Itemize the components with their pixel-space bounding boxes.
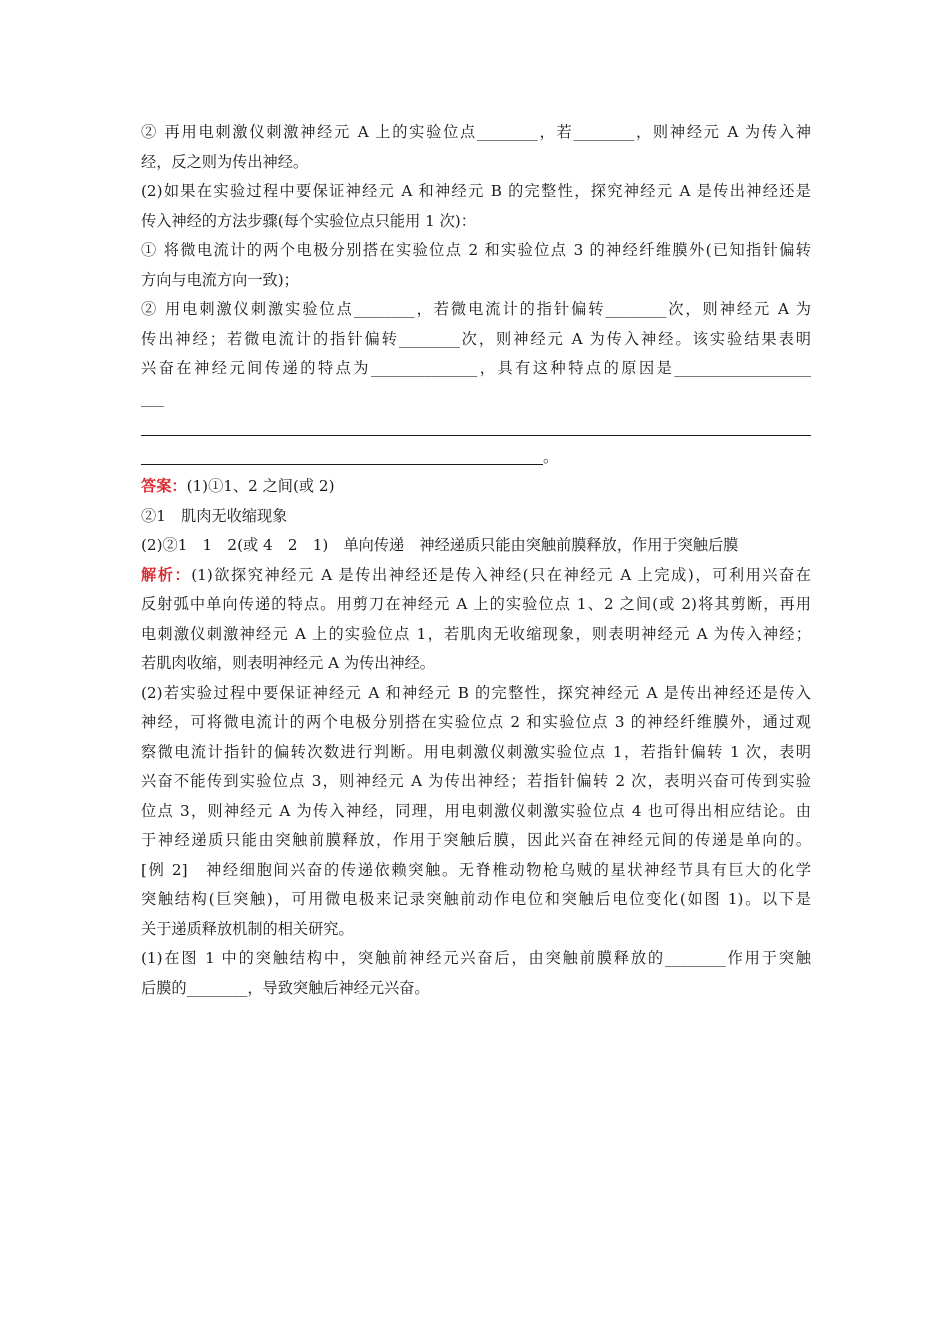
q2-step2-line3: 兴奋在神经元间传递的特点为______________，具有这种特点的原因是__________________: [141, 359, 811, 377]
analysis-line5: (2)若实验过程中要保证神经元 A 和神经元 B 的完整性，探究神经元 A 是传出神经还是传入: [141, 683, 811, 702]
analysis-line10: 于神经递质只能由突触前膜释放，作用于突触后膜，因此兴奋在神经元间的传递是单向的。: [141, 831, 811, 849]
blank-end-period: 。: [543, 447, 559, 466]
q2-step2-line4: ___: [141, 388, 164, 407]
analysis-line3: 电刺激仪刺激神经元 A 上的实验位点 1，若肌肉无收缩现象，则表明神经元 A 为传入神经；: [141, 624, 811, 643]
analysis-line1: [141, 561, 811, 591]
q2-intro-line2: 传入神经的方法步骤(每个实验位点只能用 1 次)：: [141, 211, 476, 230]
analysis-line2: 反射弧中单向传递的特点。用剪刀在神经元 A 上的实验位点 1、2 之间(或 2)将其剪断，再用: [141, 595, 811, 613]
analysis-line6: 神经，可将微电流计的两个电极分别搭在实验位点 2 和实验位点 3 的神经纤维膜外，通过观: [141, 713, 811, 731]
analysis-line4: 若肌肉收缩，则表明神经元 A 为传出神经。: [141, 654, 435, 672]
analysis-line7: 察微电流计指针的偏转次数进行判断。用电刺激仪刺激实验位点 1，若指针偏转 1 次，表明: [141, 742, 811, 761]
analysis-line9: 位点 3，则神经元 A 为传入神经，同理，用电刺激仪刺激实验位点 4 也可得出相应结论。由: [141, 801, 811, 820]
answer-blank-line-2: [141, 443, 811, 473]
example2-q1-line1: (1)在图 1 中的突触结构中，突触前神经元兴奋后，由突触前膜释放的________作用于突触: [141, 949, 811, 967]
q2-step1-line1: ① 将微电流计的两个电极分别搭在实验位点 2 和实验位点 3 的神经纤维膜外(已知指针偏转: [141, 241, 811, 259]
analysis-line8: 兴奋不能传到实验位点 3，则神经元 A 为传出神经；若指针偏转 2 次，表明兴奋可传到实验: [141, 772, 811, 790]
analysis-label: 解析：: [141, 565, 192, 584]
answer-label: 答案：: [141, 477, 187, 495]
answer-line1: [141, 472, 811, 502]
blank-rule: [141, 435, 811, 436]
example2-line3: 关于递质释放机制的相关研究。: [141, 919, 354, 938]
document-page: [141, 118, 811, 1003]
q2-intro-line1: (2)如果在实验过程中要保证神经元 A 和神经元 B 的完整性，探究神经元 A 是传出神经还是: [141, 182, 811, 200]
example2-q1-line2: 后膜的________，导致突触后神经元兴奋。: [141, 978, 430, 997]
q1-step2-line2: 经，反之则为传出神经。: [141, 152, 309, 171]
answer-line2: ②1 肌肉无收缩现象: [141, 506, 288, 525]
analysis-text-1: (1)欲探究神经元 A 是传出神经还是传入神经(只在神经元 A 上完成)，可利用兴奋在: [191, 565, 811, 584]
blank-rule: [141, 464, 543, 465]
q1-step2-line1: ② 再用电刺激仪刺激神经元 A 上的实验位点________，若________，则神经元 A 为传入神: [141, 123, 811, 141]
answer-text-1: (1)①1、2 之间(或 2): [186, 477, 335, 495]
example2-line1: [例 2] 神经细胞间兴奋的传递依赖突触。无脊椎动物枪乌贼的星状神经节具有巨大的化学: [141, 860, 811, 879]
q2-step2-line1: ② 用电刺激仪刺激实验位点________，若微电流计的指针偏转________次，则神经元 A 为: [141, 300, 811, 318]
answer-line3: (2)②1 1 2(或 4 2 1) 单向传递 神经递质只能由突触前膜释放，作用于突触后膜: [141, 536, 739, 554]
q2-step1-line2: 方向与电流方向一致)；: [141, 270, 299, 289]
q2-step2-line2: 传出神经；若微电流计的指针偏转________次，则神经元 A 为传入神经。该实验结果表明: [141, 329, 811, 348]
answer-blank-line-1: [141, 413, 811, 443]
example2-line2: 突触结构(巨突触)，可用微电极来记录突触前动作电位和突触后电位变化(如图 1)。以下是: [141, 890, 811, 908]
